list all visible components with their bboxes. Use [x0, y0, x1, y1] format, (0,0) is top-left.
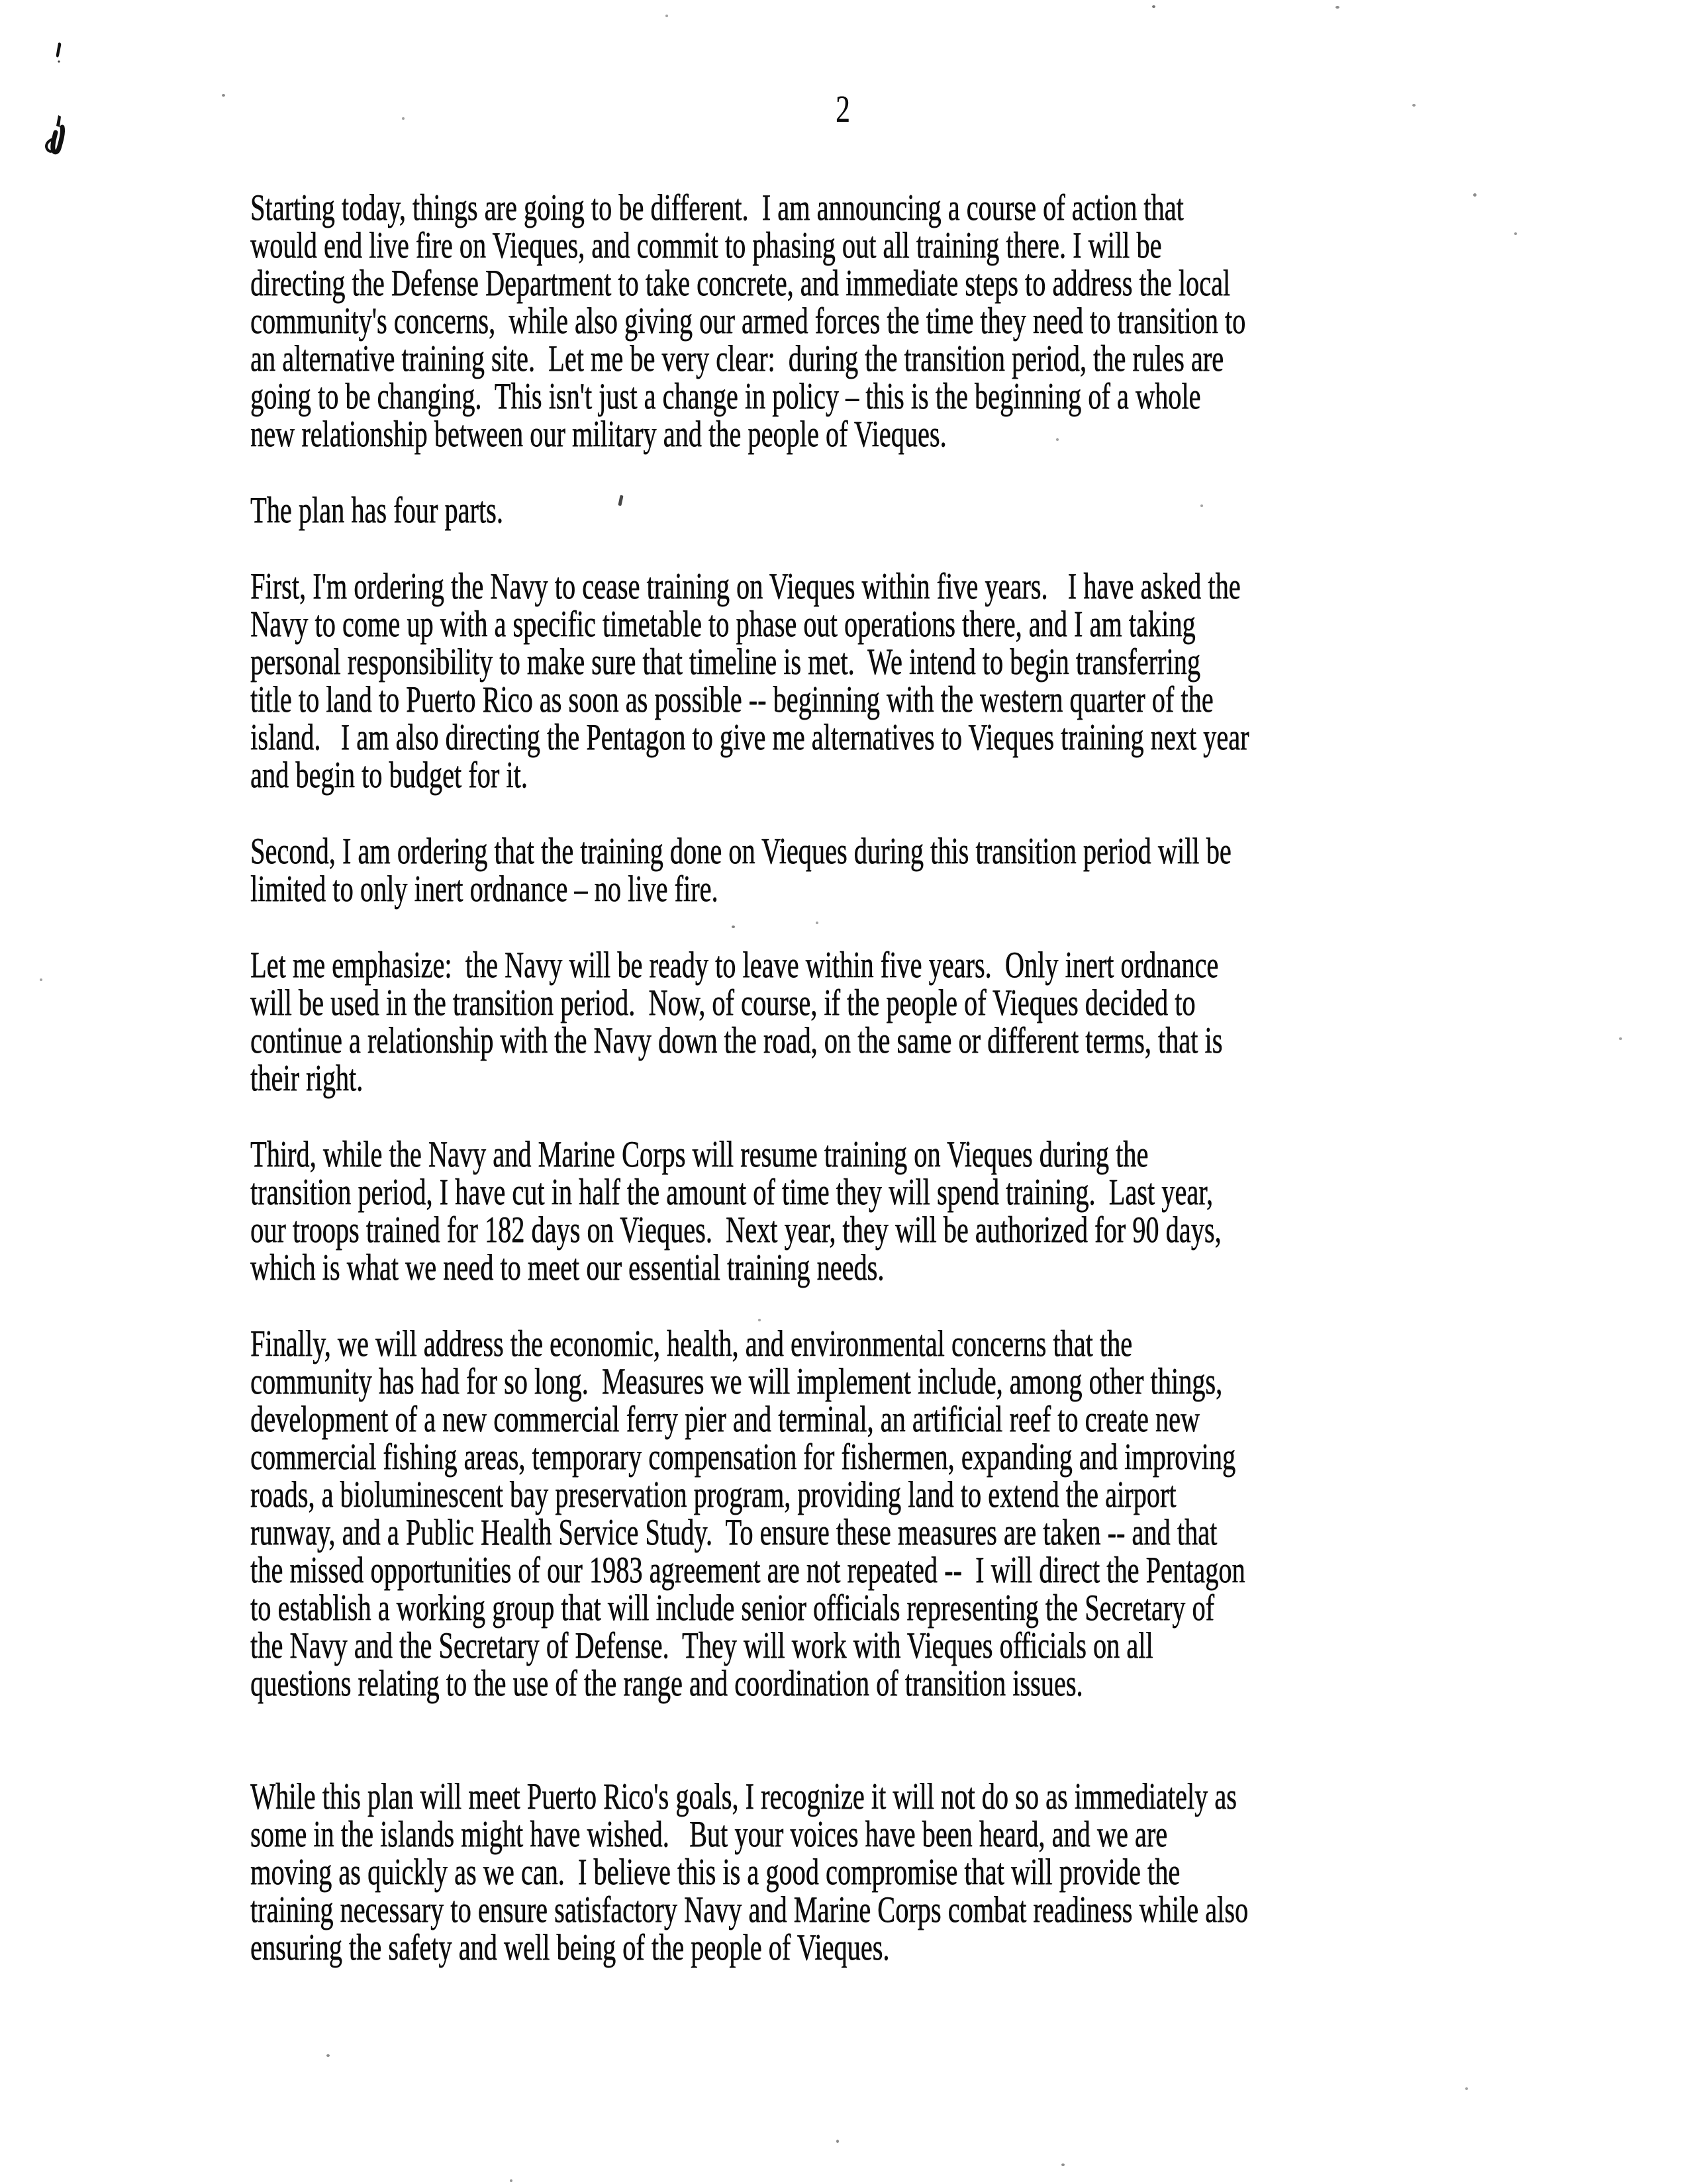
scan-speck: [1056, 438, 1059, 441]
scan-speck: [326, 2054, 330, 2057]
text-line: development of a new commercial ferry pier and terminal, an artificial reef to create new: [250, 1399, 1200, 1440]
text-line: to establish a working group that will include senior officials representing the Secretary of: [250, 1588, 1214, 1629]
text-line: roads, a bioluminescent bay preservation program, providing land to extend the airport: [250, 1474, 1177, 1515]
text-line: would end live fire on Vieques, and commit to phasing out all training there. I will be: [250, 225, 1162, 266]
scan-speck: [1473, 193, 1477, 197]
text-line: First, I'm ordering the Navy to cease training on Vieques within five years. I have asked the: [250, 566, 1241, 607]
text-line: the missed opportunities of our 1983 agreement are not repeated -- I will direct the Pentagon: [250, 1550, 1245, 1591]
document-body: [250, 189, 1509, 1967]
paragraph: [250, 568, 1249, 794]
scan-speck: [732, 926, 735, 928]
text-line: continue a relationship with the Navy down the road, on the same or different terms, that is: [250, 1020, 1223, 1061]
text-line: which is what we need to meet our essential training needs.: [250, 1247, 885, 1288]
scan-speck: [758, 1319, 761, 1321]
text-line: the Navy and the Secretary of Defense. They will work with Vieques officials on all: [250, 1625, 1153, 1666]
text-line: community has had for so long. Measures we will implement include, among other things,: [250, 1361, 1223, 1402]
text-line: commercial fishing areas, temporary compensation for fishermen, expanding and improving: [250, 1437, 1236, 1478]
paragraph: [250, 833, 1232, 908]
paragraph: [250, 492, 503, 530]
text-line: Let me emphasize: the Navy will be ready to leave within five years. Only inert ordnance: [250, 945, 1219, 986]
text-line: Finally, we will address the economic, health, and environmental concerns that the: [250, 1323, 1133, 1364]
text-line: island. I am also directing the Pentagon to give me alternatives to Vieques training next year: [250, 717, 1249, 758]
page-number: 2: [836, 87, 850, 130]
text-line: and begin to budget for it.: [250, 755, 528, 796]
ink-tick-mark: [53, 41, 66, 68]
text-line: some in the islands might have wished. But your voices have been heard, and we are: [250, 1814, 1168, 1855]
paragraph: [250, 1136, 1222, 1287]
text-line: going to be changing. This isn't just a change in policy – this is the beginning of a whole: [250, 376, 1201, 417]
handwritten-squiggle-mark: [42, 113, 72, 159]
text-line: The plan has four parts.: [250, 490, 503, 531]
scan-speck: [1200, 504, 1203, 507]
scan-speck: [1465, 2087, 1468, 2090]
scan-speck: [816, 922, 818, 924]
scan-speck: [836, 2140, 839, 2143]
text-line: runway, and a Public Health Service Study. To ensure these measures are taken -- and that: [250, 1512, 1218, 1553]
text-line: limited to only inert ordnance – no live fire.: [250, 869, 718, 910]
paragraph: [250, 947, 1222, 1098]
scan-speck: [1061, 2163, 1065, 2166]
text-line: title to land to Puerto Rico as soon as possible -- beginning with the western quarter of the: [250, 679, 1214, 720]
text-line: Navy to come up with a specific timetable to phase out operations there, and I am taking: [250, 604, 1196, 645]
text-line: Second, I am ordering that the training done on Vieques during this transition period will be: [250, 831, 1232, 872]
scan-speck: [1412, 104, 1416, 107]
scan-speck: [596, 849, 599, 851]
paragraph: [250, 189, 1245, 453]
text-line: Third, while the Navy and Marine Corps will resume training on Vieques during the: [250, 1134, 1149, 1175]
text-line: While this plan will meet Puerto Rico's goals, I recognize it will not do so as immediately as: [250, 1776, 1237, 1817]
paragraph: [250, 1325, 1245, 1703]
paragraph: [250, 1778, 1248, 1967]
text-line: moving as quickly as we can. I believe this is a good compromise that will provide the: [250, 1852, 1181, 1893]
text-line: will be used in the transition period. Now, of course, if the people of Vieques decided to: [250, 982, 1196, 1023]
text-line: new relationship between our military and the people of Vieques.: [250, 414, 947, 455]
text-line: personal responsibility to make sure that timeline is met. We intend to begin transferring: [250, 641, 1200, 683]
scan-speck: [1152, 5, 1155, 8]
text-line: an alternative training site. Let me be very clear: during the transition period, the rules are: [250, 338, 1224, 379]
scan-speck: [1335, 6, 1339, 9]
text-line: their right.: [250, 1058, 363, 1099]
scan-speck: [1514, 232, 1517, 235]
text-line: questions relating to the use of the range and coordination of transition issues.: [250, 1663, 1083, 1704]
text-line: our troops trained for 182 days on Vieques. Next year, they will be authorized for 90 days,: [250, 1210, 1222, 1251]
scan-speck: [510, 2179, 512, 2182]
text-line: Starting today, things are going to be different. I am announcing a course of action that: [250, 187, 1184, 228]
text-line: transition period, I have cut in half the amount of time they will spend training. Last year,: [250, 1172, 1214, 1213]
scan-speck: [665, 15, 668, 17]
scan-speck: [402, 117, 405, 120]
scan-speck: [1619, 1037, 1622, 1040]
scan-speck: [40, 978, 42, 981]
text-line: training necessary to ensure satisfactory Navy and Marine Corps combat readiness while also: [250, 1889, 1249, 1930]
text-line: directing the Defense Department to take concrete, and immediate steps to address the local: [250, 263, 1231, 304]
text-line: ensuring the safety and well being of the people of Vieques.: [250, 1927, 890, 1968]
text-line: community's concerns, while also giving our armed forces the time they need to transition to: [250, 301, 1246, 342]
scan-speck: [222, 94, 225, 97]
